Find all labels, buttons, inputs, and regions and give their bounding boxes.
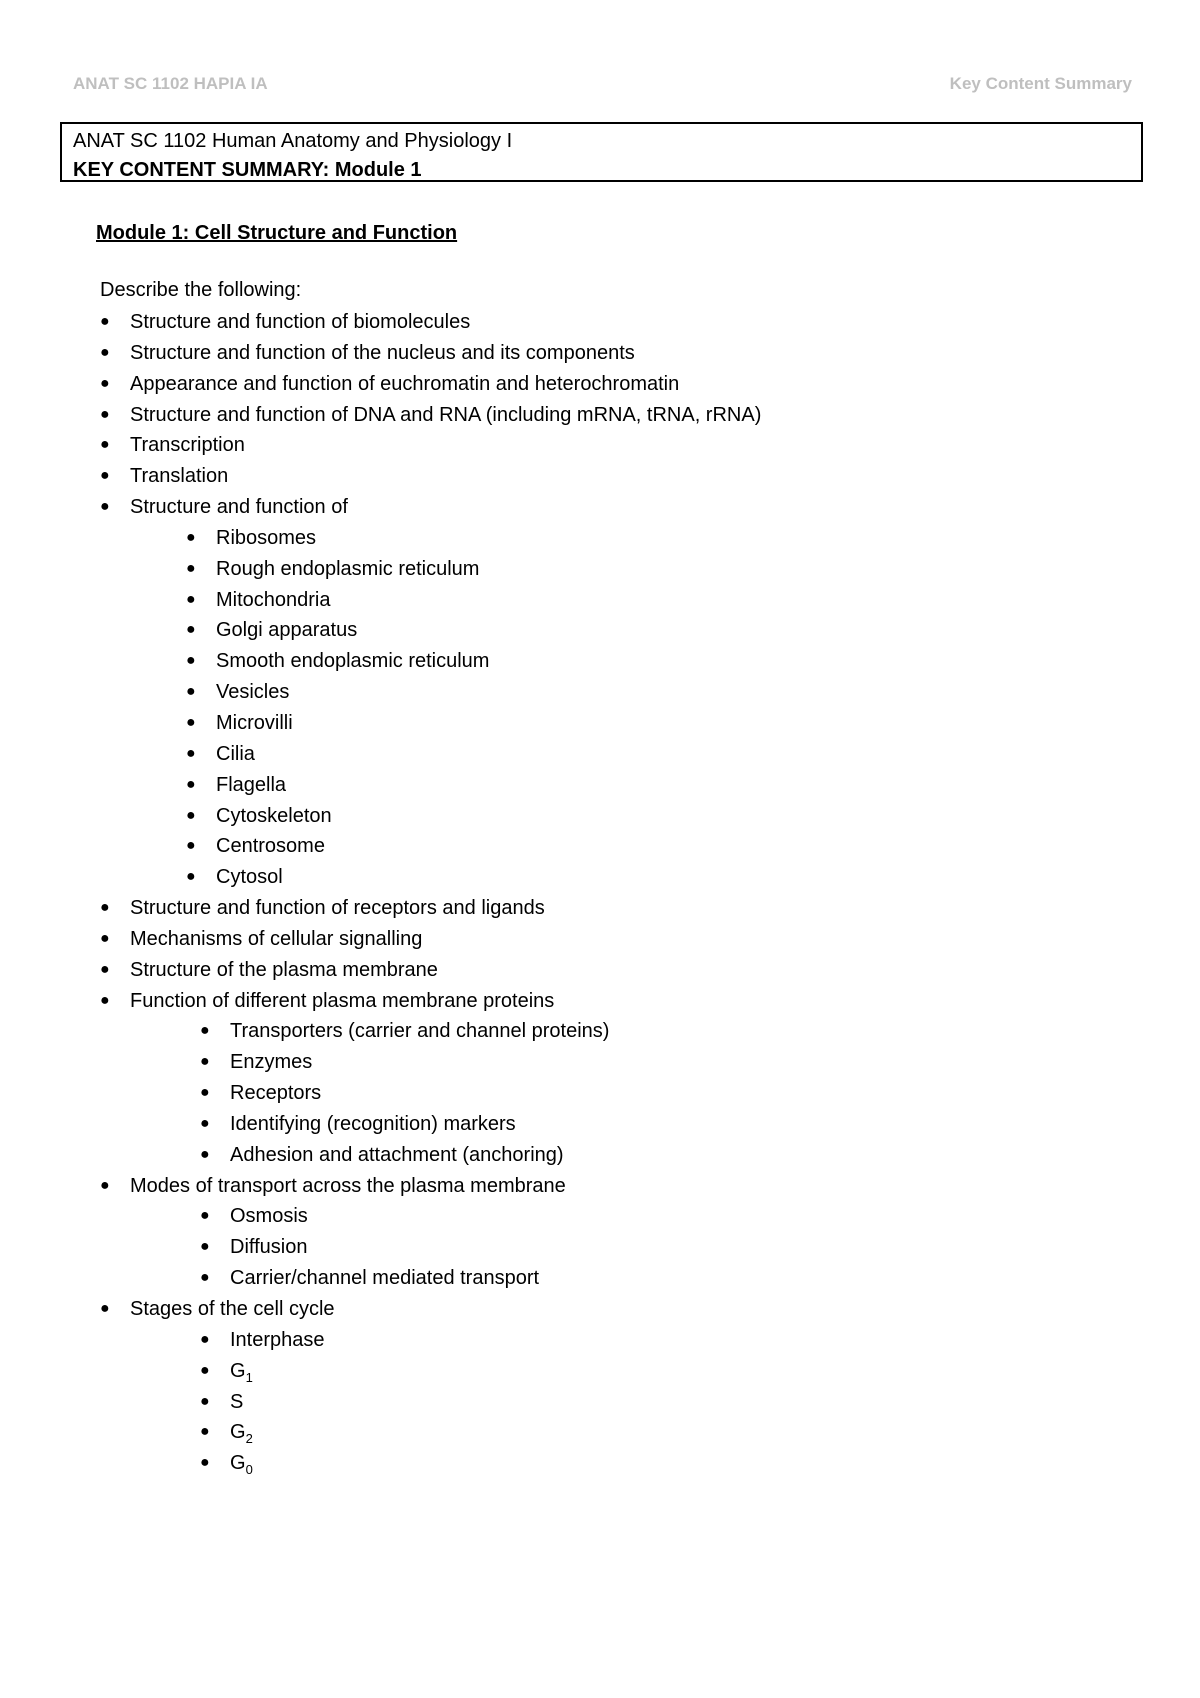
sub-list-item — [100, 739, 761, 770]
sub-list-item — [100, 1078, 761, 1109]
bullet-icon: ● — [200, 1022, 210, 1040]
bullet-icon: ● — [200, 1084, 210, 1102]
bullet-icon: ● — [186, 837, 196, 855]
list-item-text: G — [230, 1452, 246, 1475]
list-item — [100, 986, 761, 1017]
bullet-icon: ● — [100, 960, 110, 978]
list-item-text: Smooth endoplasmic reticulum — [216, 650, 490, 673]
bullet-icon: ● — [100, 313, 110, 330]
list-item — [100, 307, 761, 338]
header-course-code: ANAT SC 1102 HAPIA IA — [73, 74, 268, 93]
list-item-text: Transcription — [130, 434, 245, 457]
sub-list-item — [100, 1263, 761, 1294]
list-item — [100, 1294, 761, 1325]
bullet-icon: ● — [200, 1053, 210, 1071]
sub-list-item — [100, 615, 761, 646]
list-item-text: Interphase — [230, 1328, 325, 1351]
bullet-icon: ● — [186, 744, 196, 762]
sub-list-item — [100, 646, 761, 677]
course-title: ANAT SC 1102 Human Anatomy and Physiology I — [73, 130, 513, 152]
list-item-text: Cytosol — [216, 866, 283, 889]
list-item-text: G — [230, 1421, 246, 1444]
sub-list-item — [100, 1047, 761, 1078]
title-box — [60, 122, 1143, 182]
bullet-icon: ● — [186, 528, 196, 546]
section-heading: Module 1: Cell Structure and Function — [96, 222, 458, 244]
list-item — [100, 955, 761, 986]
bullet-icon: ● — [100, 929, 110, 947]
sub-list-item — [100, 1448, 761, 1479]
sub-list-item — [100, 1417, 761, 1448]
bullet-icon: ● — [100, 899, 110, 917]
summary-title: KEY CONTENT SUMMARY: Module 1 — [73, 159, 422, 181]
list-item — [100, 369, 761, 400]
sub-list-item — [100, 801, 761, 832]
list-item-text: Ribosomes — [216, 526, 317, 549]
bullet-icon: ● — [100, 1176, 110, 1194]
bullet-icon: ● — [200, 1392, 210, 1410]
intro-text: Describe the following: — [100, 279, 302, 301]
sub-list-item — [100, 770, 761, 801]
subscript: 2 — [245, 1431, 253, 1447]
sub-list-item — [100, 862, 761, 893]
list-item-text: Structure and function of — [130, 496, 348, 519]
bullet-icon: ● — [200, 1330, 210, 1348]
list-item-text: Function of different plasma membrane proteins — [130, 989, 555, 1012]
list-item — [100, 893, 761, 924]
list-item — [100, 492, 761, 523]
bullet-icon: ● — [100, 498, 110, 516]
bullet-icon: ● — [200, 1269, 210, 1287]
bullet-icon: ● — [186, 559, 196, 577]
list-item-text: Structure of the plasma membrane — [130, 958, 438, 981]
list-item-text: Appearance and function of euchromatin and heterochromatin — [130, 372, 680, 395]
sub-list-item — [100, 554, 761, 585]
bullet-icon: ● — [200, 1238, 210, 1256]
list-item-text: Carrier/channel mediated transport — [230, 1267, 540, 1290]
sub-list-item — [100, 1232, 761, 1263]
bullet-icon: ● — [200, 1361, 210, 1379]
list-item-text: Translation — [130, 465, 229, 488]
list-item-text: Transporters (carrier and channel proteins) — [230, 1020, 610, 1043]
sub-list-item — [100, 1201, 761, 1232]
list-item-text: Osmosis — [230, 1205, 308, 1228]
bullet-icon: ● — [186, 621, 196, 639]
list-item-text: Golgi apparatus — [216, 619, 358, 642]
bullet-icon: ● — [200, 1454, 210, 1472]
bullet-icon: ● — [100, 436, 110, 454]
page-header — [73, 74, 1132, 98]
list-item-text: Structure and function of biomolecules — [130, 311, 471, 333]
list-item-text: Identifying (recognition) markers — [230, 1112, 516, 1135]
subscript: 1 — [245, 1369, 253, 1385]
list-item — [100, 338, 761, 369]
bullet-icon: ● — [100, 374, 110, 392]
list-item-text: Microvilli — [216, 711, 293, 734]
bullet-icon: ● — [100, 467, 110, 485]
list-item-text: Flagella — [216, 773, 287, 796]
sub-list-item — [100, 1140, 761, 1171]
sub-list-item — [100, 1109, 761, 1140]
list-item-text: Structure and function of DNA and RNA (including mRNA, tRNA, rRNA) — [130, 403, 762, 426]
bullet-icon: ● — [200, 1423, 210, 1441]
bullet-icon: ● — [186, 683, 196, 701]
list-item — [100, 430, 761, 461]
list-item-text: Stages of the cell cycle — [130, 1298, 335, 1320]
bullet-icon: ● — [186, 775, 196, 793]
list-item-text: Mechanisms of cellular signalling — [130, 927, 423, 950]
list-item-text: S — [230, 1390, 244, 1413]
bullet-icon: ● — [186, 806, 196, 824]
bullet-icon: ● — [200, 1207, 210, 1225]
sub-list-item — [100, 708, 761, 739]
list-item-text: Centrosome — [216, 835, 325, 858]
bullet-icon: ● — [100, 405, 110, 423]
topic-list — [100, 307, 761, 1479]
list-item-text: Structure and function of the nucleus and its components — [130, 341, 635, 364]
bullet-icon: ● — [200, 1114, 210, 1132]
subscript: 0 — [245, 1462, 253, 1478]
list-item — [100, 400, 761, 431]
bullet-icon: ● — [186, 590, 196, 608]
sub-list-item — [100, 1387, 761, 1418]
sub-list-item — [100, 523, 761, 554]
bullet-icon: ● — [186, 868, 196, 886]
bullet-icon: ● — [200, 1145, 210, 1163]
list-item-text: Vesicles — [216, 681, 290, 704]
bullet-icon: ● — [186, 652, 196, 670]
list-item-text: Adhesion and attachment (anchoring) — [230, 1143, 564, 1166]
list-item-text: Cytoskeleton — [216, 804, 332, 827]
bullet-icon: ● — [100, 991, 110, 1009]
list-item — [100, 461, 761, 492]
list-item-text: G — [230, 1359, 246, 1382]
list-item-text: Enzymes — [230, 1051, 313, 1074]
list-item — [100, 1171, 761, 1202]
list-item-text: Cilia — [216, 742, 255, 765]
list-item-text: Receptors — [230, 1082, 322, 1105]
sub-list-item — [100, 677, 761, 708]
bullet-icon: ● — [100, 343, 110, 361]
sub-list-item — [100, 1325, 761, 1356]
list-item-text: Modes of transport across the plasma membrane — [130, 1174, 566, 1197]
sub-list-item — [100, 1016, 761, 1047]
bullet-icon: ● — [186, 713, 196, 731]
list-item-text: Rough endoplasmic reticulum — [216, 557, 480, 580]
header-document-type: Key Content Summary — [949, 74, 1132, 93]
list-item — [100, 924, 761, 955]
bullet-icon: ● — [100, 1300, 110, 1317]
sub-list-item — [100, 1356, 761, 1387]
list-item-text: Structure and function of receptors and ligands — [130, 897, 545, 920]
list-item-text: Diffusion — [230, 1236, 308, 1259]
sub-list-item — [100, 585, 761, 616]
sub-list-item — [100, 831, 761, 862]
list-item-text: Mitochondria — [216, 588, 331, 611]
